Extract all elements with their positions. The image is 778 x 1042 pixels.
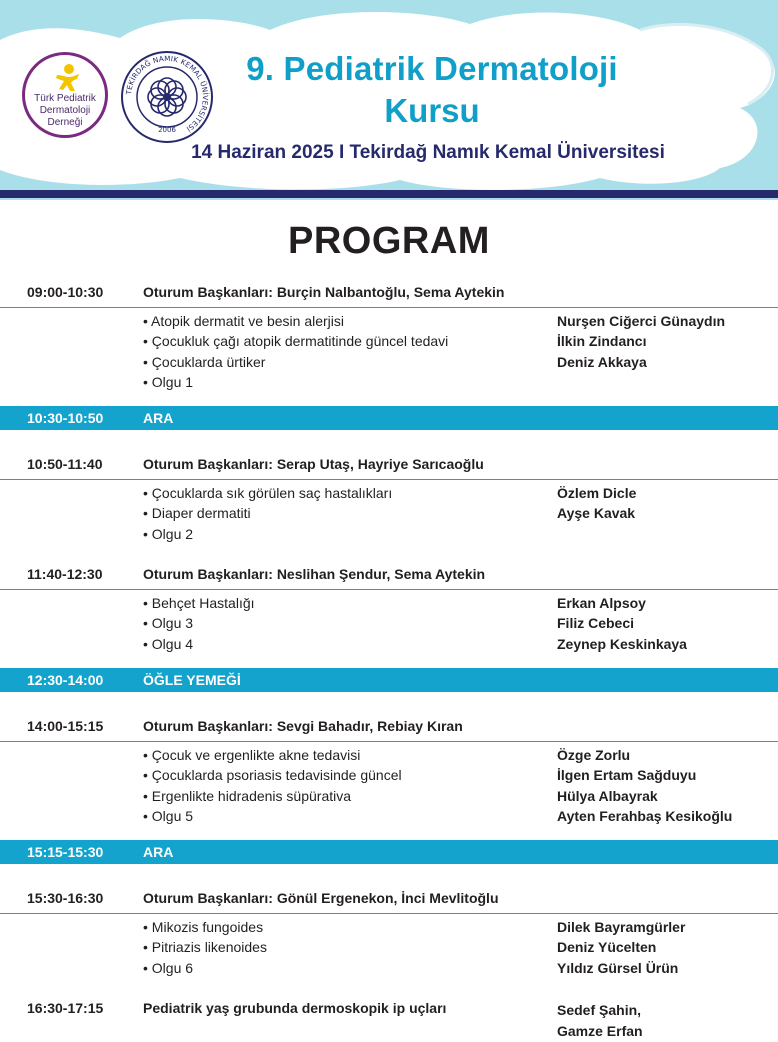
- header-banner: [0, 0, 778, 200]
- course-title-line1: 9. Pediatrik Dermatoloji: [246, 50, 618, 87]
- session-block: [0, 276, 778, 392]
- break-label: ARA: [143, 844, 174, 861]
- program-title: PROGRAM: [288, 220, 490, 262]
- talk-topic: • Behçet Hastalığı: [143, 595, 255, 612]
- talk-speaker: Ayşe Kavak: [557, 505, 636, 522]
- session-time: 10:50-11:40: [27, 456, 103, 473]
- talk-topic: • Pitriazis likenoides: [143, 939, 267, 956]
- talk-topic: • Mikozis fungoides: [143, 919, 264, 936]
- talk-row: [0, 745, 778, 765]
- talk-row: [0, 503, 778, 523]
- talk-speaker: Özge Zorlu: [557, 746, 631, 763]
- final-talk-speaker: Gamze Erfan: [557, 1023, 643, 1040]
- talk-list: [0, 914, 778, 978]
- session-block: [0, 448, 778, 544]
- talk-topic: • Diaper dermatiti: [143, 505, 251, 522]
- talk-row: [0, 331, 778, 351]
- talk-topic: • Çocuk ve ergenlikte akne tedavisi: [143, 746, 361, 763]
- talk-speaker: Erkan Alpsoy: [557, 595, 646, 612]
- final-talk-speaker: Sedef Şahin,: [557, 1002, 642, 1019]
- session-time: 15:30-16:30: [27, 890, 104, 907]
- session-chairs: Oturum Başkanları: Serap Utaş, Hayriye Sarıcaoğlu: [143, 456, 484, 473]
- session-chairs: Oturum Başkanları: Neslihan Şendur, Sema Aytekin: [143, 566, 486, 583]
- break-time: 15:15-15:30: [27, 844, 104, 861]
- talk-row: [0, 765, 778, 785]
- program-schedule: [0, 276, 778, 1040]
- tpd-logo-line: Türk Pediatrik: [34, 93, 96, 104]
- talk-row: [0, 613, 778, 633]
- break-time: 10:30-10:50: [27, 410, 104, 427]
- break-row: [0, 840, 778, 864]
- talk-topic: • Çocuklarda sık görülen saç hastalıkları: [143, 485, 393, 502]
- break-label: ARA: [143, 410, 174, 427]
- session-block: [0, 882, 778, 978]
- session-header: [0, 882, 778, 914]
- session-header: [0, 276, 778, 308]
- session-header: [0, 710, 778, 742]
- talk-speaker: İlgen Ertam Sağduyu: [557, 767, 697, 784]
- talk-row: [0, 372, 778, 392]
- talk-topic: • Çocuklarda psoriasis tedavisinde güncel: [143, 767, 402, 784]
- talk-topic: • Olgu 3: [143, 615, 194, 632]
- talk-row: [0, 917, 778, 937]
- talk-row: [0, 593, 778, 613]
- talk-topic: • Olgu 4: [143, 635, 194, 652]
- talk-row: [0, 352, 778, 372]
- talk-speaker: Hülya Albayrak: [557, 787, 658, 804]
- tpd-logo-line: Derneği: [47, 117, 83, 128]
- talk-row: [0, 786, 778, 806]
- header-divider-bar: [0, 190, 778, 198]
- talk-speaker: Nurşen Ciğerci Günaydın: [557, 313, 726, 329]
- talk-topic: • Olgu 1: [143, 373, 194, 390]
- course-date-venue: 14 Haziran 2025 I Tekirdağ Namık Kemal Üniversitesi: [191, 142, 665, 163]
- talk-speaker: Deniz Yücelten: [557, 939, 657, 956]
- nku-logo-ring-text: TEKİRDAĞ NAMIK KEMAL ÜNİVERSİTESİ: [124, 53, 211, 134]
- talk-row: [0, 483, 778, 503]
- session-block: [0, 710, 778, 826]
- talk-list: [0, 742, 778, 826]
- talk-row: [0, 937, 778, 957]
- talk-row: [0, 311, 778, 331]
- talk-speaker: İlkin Zindancı: [557, 333, 647, 350]
- talk-topic: • Olgu 6: [143, 959, 194, 976]
- talk-row: [0, 958, 778, 978]
- session-time: 14:00-15:15: [27, 717, 104, 734]
- session-chairs: Oturum Başkanları: Sevgi Bahadır, Rebiay Kıran: [143, 717, 463, 734]
- talk-topic: • Atopik dermatit ve besin alerjisi: [143, 313, 344, 329]
- break-row: [0, 406, 778, 430]
- talk-speaker: Ayten Ferahbaş Kesikoğlu: [557, 807, 733, 824]
- course-title-line2: Kursu: [384, 92, 480, 129]
- talk-row: [0, 634, 778, 654]
- talk-list: [0, 590, 778, 654]
- session-time: 09:00-10:30: [27, 284, 104, 300]
- talk-speaker: Dilek Bayramgürler: [557, 919, 686, 936]
- break-time: 12:30-14:00: [27, 671, 104, 688]
- talk-speaker: Özlem Dicle: [557, 485, 637, 502]
- talk-topic: • Çocuklarda ürtiker: [143, 353, 266, 370]
- talk-list: [0, 308, 778, 392]
- talk-speaker: Filiz Cebeci: [557, 615, 635, 632]
- final-talk-topic: Pediatrik yaş grubunda dermoskopik ip uçları: [143, 1000, 447, 1017]
- session-header: [0, 558, 778, 590]
- session-time: 11:40-12:30: [27, 566, 103, 583]
- tpd-logo-line: Dermatoloji: [39, 105, 91, 116]
- session-chairs: Oturum Başkanları: Burçin Nalbantoğlu, Sema Aytekin: [143, 284, 505, 300]
- nku-logo-year: 2006: [158, 126, 176, 134]
- talk-topic: • Olgu 5: [143, 807, 194, 824]
- talk-row: [0, 806, 778, 826]
- talk-row: [0, 524, 778, 544]
- final-talk-row: [0, 992, 778, 1040]
- child-figure-icon: [52, 63, 82, 93]
- talk-topic: • Olgu 2: [143, 525, 194, 542]
- talk-topic: • Çocukluk çağı atopik dermatitinde güncel tedavi: [143, 333, 449, 350]
- talk-speaker: Yıldız Gürsel Ürün: [557, 959, 679, 976]
- talk-speaker: Zeynep Keskinkaya: [557, 635, 687, 652]
- session-block: [0, 558, 778, 654]
- session-header: [0, 448, 778, 480]
- session-chairs: Oturum Başkanları: Gönül Ergenekon, İnci Mevlitoğlu: [143, 890, 499, 907]
- talk-speaker: Deniz Akkaya: [557, 353, 647, 370]
- break-label: ÖĞLE YEMEĞİ: [143, 671, 241, 688]
- talk-list: [0, 480, 778, 544]
- nku-logo: [120, 50, 214, 144]
- final-talk-time: 16:30-17:15: [27, 1000, 104, 1017]
- talk-topic: • Ergenlikte hidradenis süpürativa: [143, 787, 352, 804]
- final-talk-speakers: [557, 1000, 643, 1042]
- break-row: [0, 668, 778, 692]
- tpd-logo: [22, 52, 108, 138]
